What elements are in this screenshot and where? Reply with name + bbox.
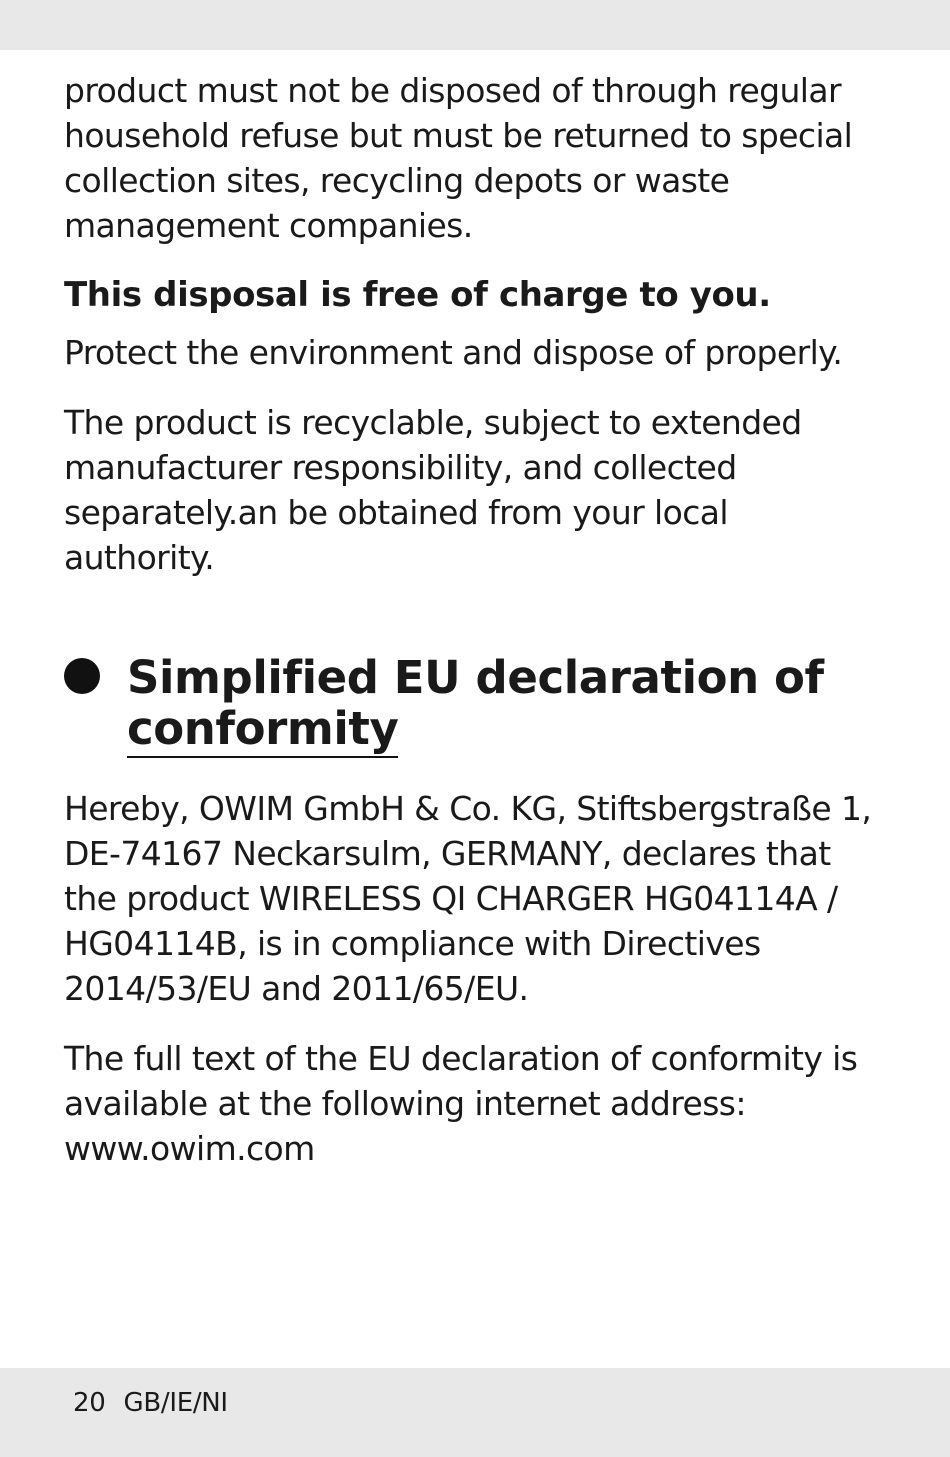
free-disposal-note: This disposal is free of charge to you. (64, 275, 771, 315)
section-title (127, 652, 884, 758)
locale-label: GB/IE/NI (123, 1388, 228, 1418)
page-content (64, 68, 884, 1171)
page-number: 20 (73, 1388, 106, 1418)
top-margin-band (0, 0, 950, 50)
footer (73, 1387, 228, 1419)
full-text-sentence: The full text of the EU declaration of conformity is available at the following internet address: (64, 1039, 858, 1123)
website-link[interactable]: www.owim.com (64, 1129, 315, 1168)
disposal-paragraph: product must not be disposed of through regular household refuse but must be returned to special collection sites, recycling depots or waste management companies. (64, 71, 853, 245)
section-heading (64, 652, 884, 758)
recyclable-paragraph: The product is recyclable, subject to extended manufacturer responsibility, and collected separately.an be obtained from your local authority. (64, 403, 802, 577)
declaration-paragraph: Hereby, OWIM GmbH & Co. KG, Stiftsbergstraße 1, DE-74167 Neckarsulm, GERMANY, declares that the product WIRELESS QI CHARGER HG04114A / HG04114B, is in compliance with Directives 2014/53/EU and 2011/65/EU. (64, 789, 872, 1008)
section-title-line2: conformity (127, 703, 398, 758)
full-text-paragraph (64, 1036, 884, 1171)
section-title-line1: Simplified EU declaration of (127, 651, 824, 704)
environment-paragraph: Protect the environment and dispose of properly. (64, 333, 843, 372)
bullet-icon (64, 658, 100, 694)
